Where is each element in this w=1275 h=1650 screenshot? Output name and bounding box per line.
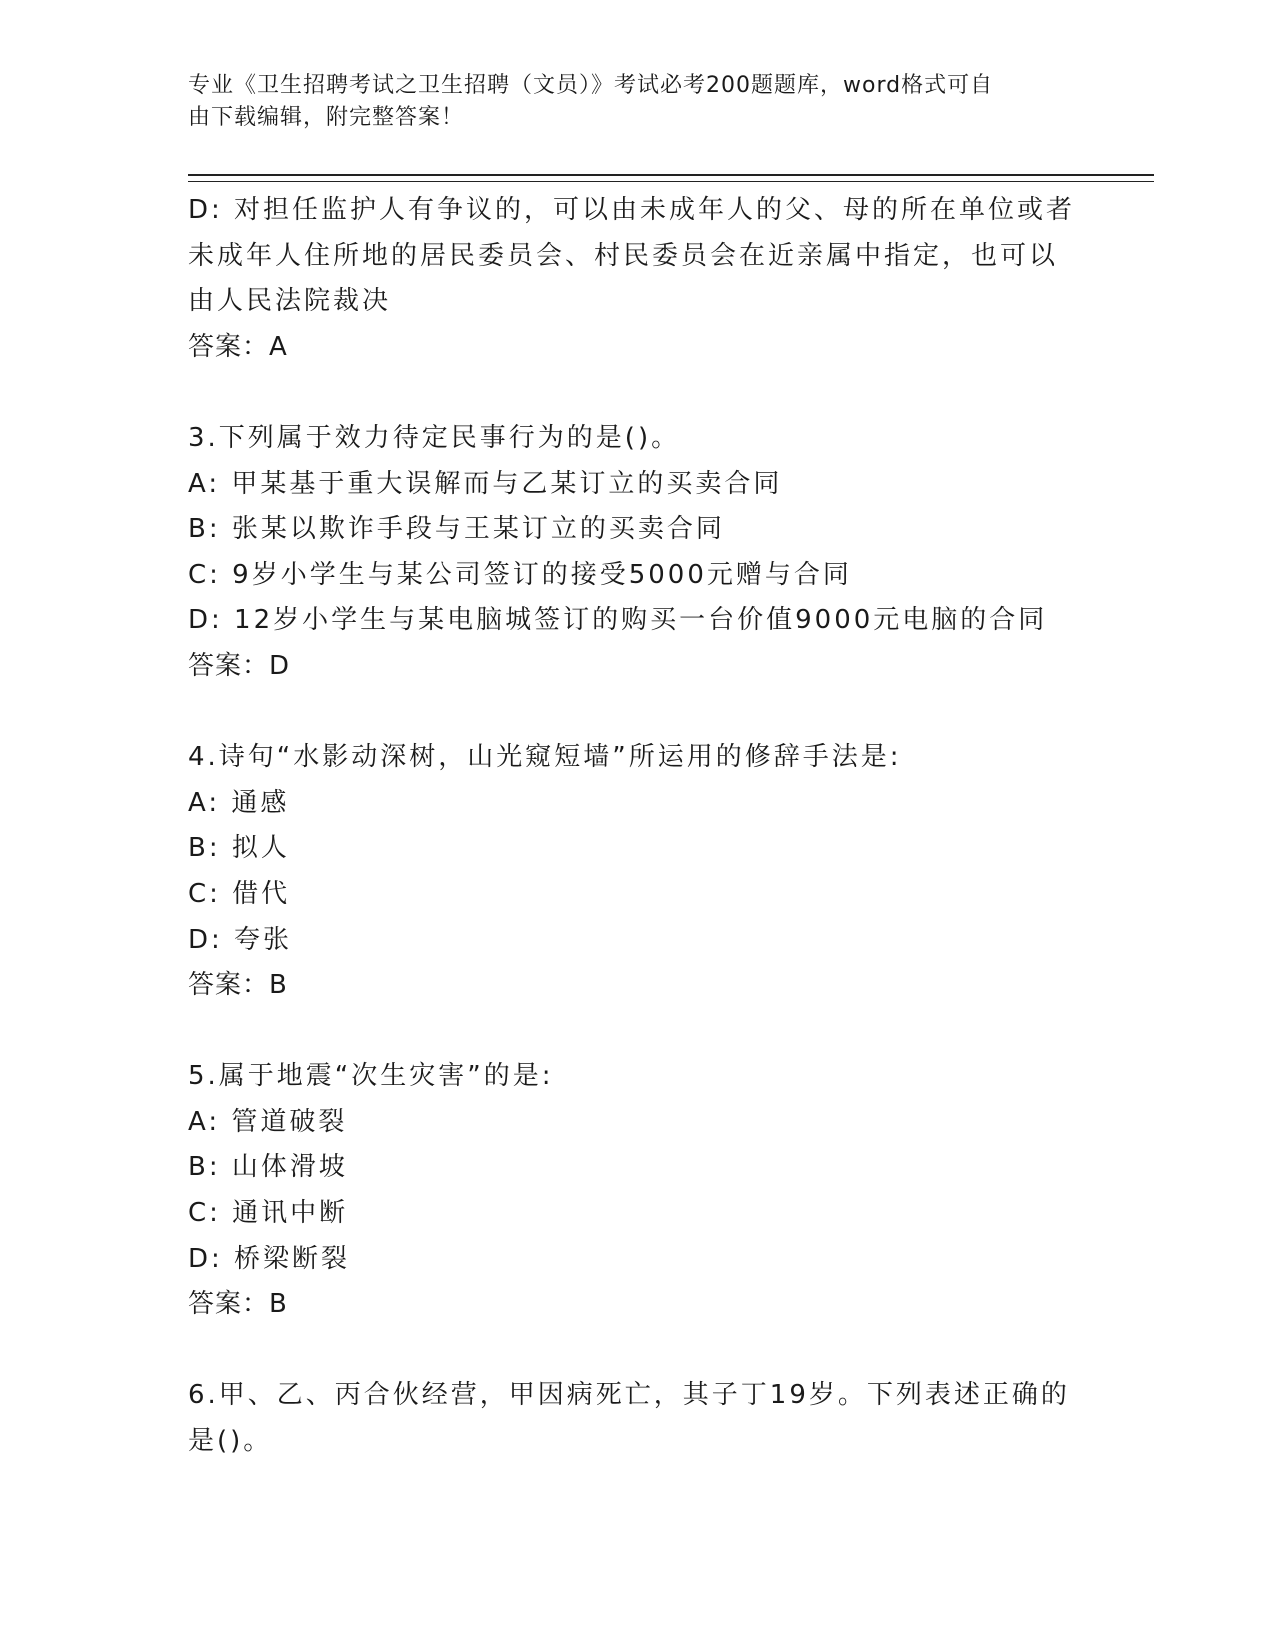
option-d: D: 夸张 <box>188 924 293 955</box>
option-c: C: 通讯中断 <box>188 1198 349 1229</box>
option-a: A: 通感 <box>188 787 290 818</box>
option-b: B: 山体滑坡 <box>188 1152 348 1183</box>
document-header <box>188 70 1068 134</box>
option-d: D: 对担任监护人有争议的，可以由未成年人的父、母的所在单位或者 <box>188 195 1076 225</box>
question-5 <box>188 1054 1088 1328</box>
question-4 <box>188 735 1088 1009</box>
header-rule-thin <box>188 181 1154 182</box>
option-d: D: 12岁小学生与某电脑城签订的购买一台价值9000元电脑的合同 <box>188 605 1048 636</box>
question-6 <box>188 1373 1088 1464</box>
header-line-1: 专业《卫生招聘考试之卫生招聘（文员）》考试必考200题题库，word格式可自 <box>188 73 994 98</box>
question-text: 3.下列属于效力待定民事行为的是()。 <box>188 422 681 453</box>
answer: 答案：B <box>188 1289 288 1320</box>
option-a: A: 甲某基于重大误解而与乙某订立的买卖合同 <box>188 468 783 499</box>
question-text: 6.甲、乙、丙合伙经营，甲因病死亡，其子丁19岁。下列表述正确的 <box>188 1380 1070 1411</box>
question-text: 4.诗句“水影动深树，山光窥短墙”所运用的修辞手法是: <box>188 742 902 773</box>
question-2-tail <box>188 188 1088 370</box>
answer: 答案：D <box>188 650 291 681</box>
option-d: D: 桥梁断裂 <box>188 1243 351 1274</box>
option-d-continued: 由人民法院裁决 <box>188 286 392 317</box>
option-b: B: 张某以欺诈手段与王某订立的买卖合同 <box>188 514 725 545</box>
question-list <box>188 188 1088 1465</box>
option-d-continued: 未成年人住所地的居民委员会、村民委员会在近亲属中指定，也可以 <box>188 240 1059 271</box>
question-text-continued: 是()。 <box>188 1426 273 1457</box>
option-c: C: 9岁小学生与某公司签订的接受5000元赠与合同 <box>188 559 852 590</box>
question-3 <box>188 416 1088 690</box>
answer: 答案：B <box>188 970 288 1001</box>
option-a: A: 管道破裂 <box>188 1106 348 1137</box>
answer: 答案：A <box>188 331 288 362</box>
header-rule-thick <box>188 174 1154 176</box>
option-b: B: 拟人 <box>188 833 290 864</box>
header-line-2: 由下载编辑，附完整答案！ <box>188 105 465 130</box>
question-text: 5.属于地震“次生灾害”的是: <box>188 1061 554 1092</box>
option-c: C: 借代 <box>188 878 291 909</box>
